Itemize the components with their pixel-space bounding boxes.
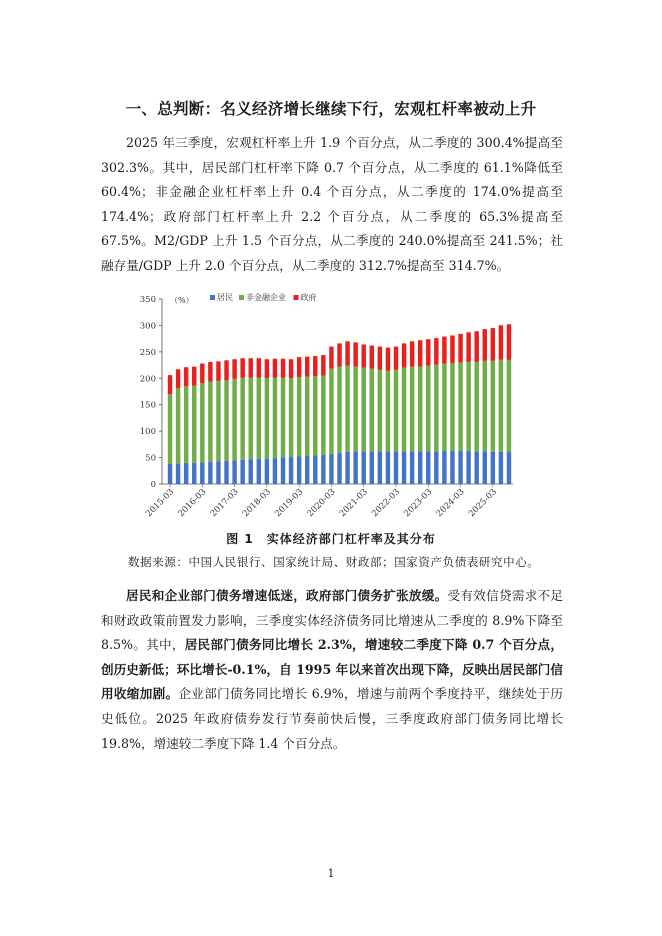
bar-segment-household xyxy=(265,459,269,484)
bar-segment-household xyxy=(361,451,365,484)
chart-bars xyxy=(168,324,511,484)
bar-segment-government xyxy=(386,348,390,371)
bar-segment-government xyxy=(184,367,188,386)
bar-segment-household xyxy=(200,462,204,484)
bar-segment-household xyxy=(474,451,478,484)
bar-segment-government xyxy=(208,362,212,382)
bar-segment-corporate xyxy=(402,368,406,452)
bold-lead: 居民和企业部门债务增速低迷，政府部门债务扩张放缓。 xyxy=(126,588,448,603)
bar-segment-corporate xyxy=(305,377,309,456)
bar-segment-government xyxy=(329,347,333,369)
bar-segment-government xyxy=(224,360,228,380)
bar-segment-household xyxy=(273,458,277,484)
bar-segment-corporate xyxy=(249,378,253,459)
bar-segment-household xyxy=(442,451,446,484)
bar-segment-government xyxy=(192,367,196,386)
y-tick-label: 50 xyxy=(145,453,156,464)
bar-segment-government xyxy=(337,343,341,366)
bar-segment-corporate xyxy=(192,386,196,463)
bar-segment-household xyxy=(176,463,180,484)
bar-segment-household xyxy=(321,455,325,484)
bar-segment-government xyxy=(426,339,430,365)
bold-household: 居民部门债务同比增长 2.3%，增速较二季度下降 0.7 个百分点，创历史新低；环比增长-0.1%，自 1995 年以来首次出现下降，反映出居民部门信用收缩加剧。 xyxy=(101,637,563,702)
bar-segment-corporate xyxy=(491,361,495,452)
bar-segment-corporate xyxy=(345,366,349,452)
bar-segment-government xyxy=(378,347,382,370)
x-tick-label: 2017-03 xyxy=(208,487,241,520)
bar-segment-corporate xyxy=(321,376,325,455)
bar-segment-government xyxy=(273,359,277,378)
bar-segment-government xyxy=(345,341,349,365)
bar-segment-household xyxy=(329,454,333,484)
x-tick-label: 2020-03 xyxy=(305,487,338,520)
bar-segment-government xyxy=(442,337,446,364)
chart-legend xyxy=(210,292,317,302)
bar-segment-corporate xyxy=(297,377,301,456)
bar-segment-corporate xyxy=(216,381,220,461)
y-tick-label: 0 xyxy=(150,480,156,490)
bar-segment-corporate xyxy=(176,388,180,463)
paragraph-summary: 2025 年三季度，宏观杠杆率上升 1.9 个百分点，从二季度的 300.4%提高至 302.3%。其中，居民部门杠杆率下降 0.7 个百分点，从二季度的 61.1%降低至 60.4%；非金融企业杠杆率上升 0.4 个百分点，从二季度的 174.0%提高至 174.4%；政府部门杠杆率上升 2.2 个百分点，从二季度的 65.3%提高至 67.5%。M2/GDP 上升 1.5 个百分点，从二季度的 240.0%提高至 241.5%；社融存量/GDP 上升 2.0 个百分点，从二季度的 312.7%提高至 314.7%。 xyxy=(101,135,563,273)
bar-segment-household xyxy=(232,460,236,484)
bar-segment-corporate xyxy=(200,383,204,462)
bar-segment-household xyxy=(240,460,244,484)
bar-segment-government xyxy=(491,328,495,361)
source-note: 数据来源：中国人民银行、国家统计局、财政部；国家资产负债表研究中心。 xyxy=(128,555,540,569)
bar-segment-household xyxy=(305,456,309,484)
bar-segment-government xyxy=(499,325,503,360)
bar-segment-government xyxy=(168,375,172,394)
bar-segment-government xyxy=(289,359,293,378)
bar-segment-household xyxy=(353,451,357,484)
page-number: 1 xyxy=(327,867,335,880)
bar-segment-household xyxy=(378,451,382,484)
bar-segment-corporate xyxy=(370,369,374,451)
bar-segment-corporate xyxy=(329,369,333,454)
bar-segment-household xyxy=(337,453,341,484)
bar-segment-corporate xyxy=(232,379,236,460)
bar-segment-government xyxy=(410,341,414,366)
legend-swatch xyxy=(210,295,215,300)
bar-segment-household xyxy=(345,452,349,484)
unit-label: （%） xyxy=(170,296,194,305)
bar-segment-corporate xyxy=(474,362,478,451)
bar-segment-corporate xyxy=(434,365,438,452)
bar-segment-household xyxy=(434,451,438,484)
bar-segment-corporate xyxy=(394,370,398,451)
x-tick-label: 2016-03 xyxy=(176,487,209,520)
bar-segment-household xyxy=(426,451,430,484)
bar-segment-government xyxy=(434,338,438,364)
bar-segment-corporate xyxy=(466,362,470,451)
legend-label: 居民 xyxy=(217,293,233,302)
bar-segment-government xyxy=(257,358,261,378)
bar-segment-government xyxy=(394,347,398,370)
bar-segment-corporate xyxy=(281,378,285,458)
legend-label: 政府 xyxy=(300,293,317,302)
bar-segment-corporate xyxy=(313,376,317,455)
legend-label: 非金融企业 xyxy=(246,293,286,302)
bar-segment-government xyxy=(200,363,204,383)
bar-segment-household xyxy=(289,457,293,484)
bar-segment-government xyxy=(281,359,285,378)
bar-segment-corporate xyxy=(442,363,446,450)
x-tick-label: 2025-03 xyxy=(466,487,499,520)
bar-segment-corporate xyxy=(289,378,293,457)
bar-segment-household xyxy=(483,451,487,484)
bar-segment-household xyxy=(297,457,301,484)
x-tick-label: 2018-03 xyxy=(240,487,273,520)
bar-segment-household xyxy=(450,451,454,484)
figure-caption: 图 1 实体经济部门杠杆率及其分布 xyxy=(226,532,436,546)
text-segment-1: 受有效信贷需求不足和财政政策前置发力影响，三季度实体经济债务同比增速从二季度的 8.9%下降至 8.5%。其中， xyxy=(101,588,564,653)
y-tick-label: 100 xyxy=(139,427,156,438)
bar-segment-household xyxy=(249,459,253,484)
bar-segment-household xyxy=(491,452,495,484)
bar-segment-household xyxy=(313,455,317,484)
bar-segment-government xyxy=(176,369,180,388)
bar-segment-government xyxy=(458,334,462,363)
x-tick-label: 2019-03 xyxy=(273,487,306,520)
bar-segment-government xyxy=(474,331,478,362)
bar-segment-household xyxy=(216,461,220,484)
bar-segment-corporate xyxy=(353,367,357,452)
bar-segment-household xyxy=(507,452,511,484)
bar-segment-corporate xyxy=(499,360,503,452)
bar-segment-household xyxy=(370,451,374,484)
bar-segment-corporate xyxy=(458,362,462,450)
bar-segment-government xyxy=(297,357,301,377)
bar-segment-corporate xyxy=(386,371,390,451)
bar-segment-corporate xyxy=(265,378,269,458)
bar-segment-corporate xyxy=(410,367,414,452)
bar-segment-household xyxy=(281,458,285,484)
bar-segment-corporate xyxy=(257,378,261,459)
legend-swatch xyxy=(294,295,299,300)
bar-segment-government xyxy=(321,355,325,376)
bar-segment-corporate xyxy=(208,381,212,461)
bar-segment-government xyxy=(240,358,244,378)
bar-segment-corporate xyxy=(507,360,511,452)
text-segment-2: 企业部门债务同比增长 6.9%，增速与前两个季度持平，继续处于历史低位。2025 年政府债券发行节奏前快后慢，三季度政府部门债务同比增长 19.8%，增速较二季度下降 1.4 个百分点。 xyxy=(101,686,564,751)
bar-segment-corporate xyxy=(426,366,430,452)
x-tick-label: 2021-03 xyxy=(337,487,370,520)
bar-segment-government xyxy=(313,356,317,376)
x-tick-label: 2022-03 xyxy=(370,487,403,520)
bar-segment-household xyxy=(394,451,398,484)
x-tick-label: 2023-03 xyxy=(402,487,435,520)
bar-segment-corporate xyxy=(337,367,341,453)
bar-segment-corporate xyxy=(273,378,277,458)
bar-segment-household xyxy=(499,452,503,484)
bar-segment-household xyxy=(184,463,188,484)
bar-segment-household xyxy=(257,459,261,484)
bar-segment-household xyxy=(418,451,422,484)
y-tick-label: 150 xyxy=(139,400,156,411)
legend-swatch xyxy=(239,295,244,300)
bar-segment-corporate xyxy=(361,368,365,452)
bar-segment-corporate xyxy=(483,361,487,451)
y-tick-label: 350 xyxy=(139,295,156,305)
bar-segment-government xyxy=(370,346,374,369)
y-tick-label: 300 xyxy=(139,321,156,332)
paragraph-debt xyxy=(101,584,563,756)
bar-segment-household xyxy=(410,451,414,484)
bar-segment-household xyxy=(168,464,172,484)
bar-segment-household xyxy=(192,463,196,484)
bar-segment-household xyxy=(458,451,462,484)
bar-segment-government xyxy=(265,359,269,378)
bar-segment-corporate xyxy=(184,386,188,463)
bar-segment-government xyxy=(353,342,357,366)
bar-segment-government xyxy=(249,358,253,378)
bar-segment-government xyxy=(483,329,487,361)
bar-segment-government xyxy=(361,344,365,367)
y-tick-label: 200 xyxy=(139,374,156,385)
bar-segment-government xyxy=(216,361,220,381)
bar-segment-corporate xyxy=(240,378,244,460)
bar-segment-corporate xyxy=(418,367,422,452)
bar-segment-corporate xyxy=(378,370,382,451)
bar-segment-government xyxy=(466,332,470,362)
y-tick-label: 250 xyxy=(139,347,156,358)
bar-segment-household xyxy=(208,462,212,484)
bar-segment-household xyxy=(466,451,470,484)
bar-segment-government xyxy=(402,343,406,367)
bar-segment-government xyxy=(450,335,454,362)
bar-segment-corporate xyxy=(168,394,172,464)
bar-segment-government xyxy=(305,357,309,377)
bar-segment-household xyxy=(402,451,406,484)
bar-segment-corporate xyxy=(224,380,228,460)
section-heading: 一、总判断：名义经济增长继续下行，宏观杠杆率被动上升 xyxy=(125,100,537,118)
x-tick-label: 2024-03 xyxy=(434,487,467,520)
bar-segment-corporate xyxy=(450,363,454,451)
bar-segment-household xyxy=(224,461,228,484)
bar-segment-government xyxy=(232,359,236,379)
bar-segment-government xyxy=(418,340,422,366)
x-tick-label: 2015-03 xyxy=(144,487,177,520)
bar-segment-government xyxy=(507,324,511,360)
bar-segment-household xyxy=(386,451,390,484)
leverage-chart xyxy=(130,290,530,530)
